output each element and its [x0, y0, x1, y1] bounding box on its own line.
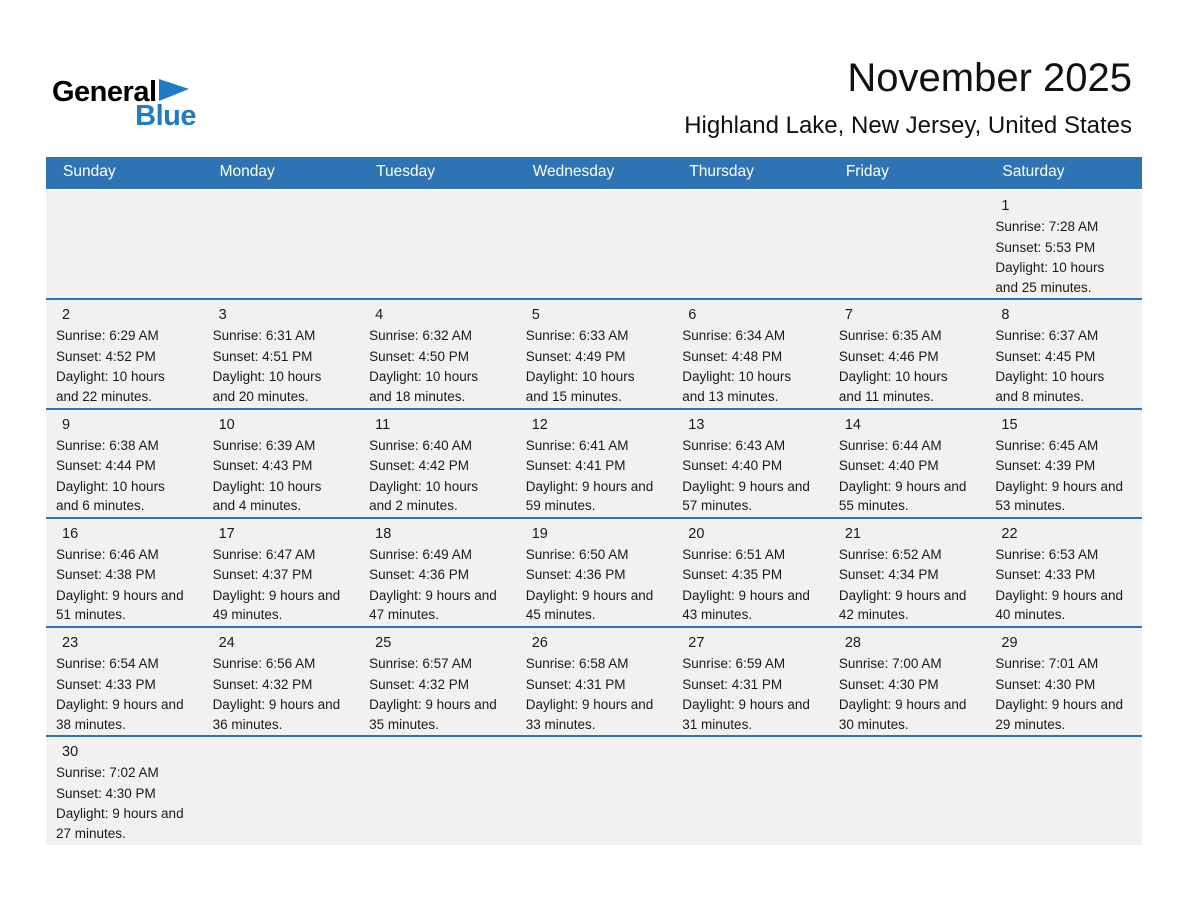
- day-cell: [203, 519, 360, 626]
- sunrise-text: Sunrise: 6:32 AM: [369, 328, 472, 344]
- sunrise-text: Sunrise: 6:31 AM: [212, 328, 316, 344]
- day-cell: [516, 628, 673, 735]
- empty-cell: [672, 737, 829, 844]
- daylight-text: Daylight: 10 hours and 15 minutes.: [525, 369, 635, 404]
- daylight-text: Daylight: 9 hours and 51 minutes.: [56, 587, 184, 623]
- sunset-text: Sunset: 4:33 PM: [56, 676, 156, 692]
- day-cell: [829, 300, 986, 407]
- sunrise-text: Sunrise: 6:35 AM: [838, 328, 942, 344]
- day-cell: [46, 519, 203, 626]
- empty-cell: [359, 737, 516, 844]
- sunset-text: Sunset: 4:30 PM: [838, 676, 939, 692]
- sunrise-text: Sunrise: 6:39 AM: [212, 437, 316, 453]
- week-row: [46, 517, 1142, 626]
- day-cell: [516, 410, 673, 517]
- day-number: 26: [531, 635, 548, 651]
- sunrise-text: Sunrise: 6:46 AM: [56, 546, 159, 562]
- day-number: 3: [218, 307, 227, 324]
- daylight-text: Daylight: 10 hours and 22 minutes.: [56, 369, 165, 404]
- sunrise-text: Sunrise: 6:45 AM: [995, 437, 1099, 453]
- sunset-text: Sunset: 5:53 PM: [995, 239, 1096, 255]
- daylight-text: Daylight: 10 hours and 11 minutes.: [838, 369, 948, 404]
- sunrise-text: Sunrise: 6:59 AM: [682, 656, 786, 671]
- sunset-text: Sunset: 4:36 PM: [525, 567, 626, 583]
- week-row: [46, 298, 1142, 407]
- daylight-text: Daylight: 9 hours and 55 minutes.: [838, 478, 967, 514]
- day-cell: [46, 737, 203, 844]
- daylight-text: Daylight: 9 hours and 59 minutes.: [525, 478, 654, 514]
- sunset-text: Sunset: 4:36 PM: [369, 567, 469, 583]
- daylight-text: Daylight: 9 hours and 29 minutes.: [995, 697, 1123, 732]
- sunrise-text: Sunrise: 6:38 AM: [56, 437, 159, 453]
- sunrise-text: Sunrise: 6:53 AM: [995, 546, 1099, 562]
- day-cell: [985, 410, 1142, 517]
- sunrise-text: Sunrise: 6:58 AM: [525, 656, 629, 671]
- day-number: 23: [62, 635, 79, 651]
- day-number: 8: [1001, 307, 1010, 324]
- week-row: [46, 408, 1142, 517]
- day-cell: [829, 519, 986, 626]
- week-row: [46, 735, 1142, 844]
- page-header: [0, 0, 1188, 157]
- day-number: 1: [1001, 198, 1010, 214]
- month-title: November 2025: [847, 56, 1132, 100]
- day-number: 11: [375, 416, 391, 433]
- day-cell: [203, 628, 360, 735]
- daylight-text: Daylight: 10 hours and 6 minutes.: [56, 478, 165, 514]
- location-subtitle: Highland Lake, New Jersey, United States: [684, 112, 1132, 139]
- sunset-text: Sunset: 4:40 PM: [682, 458, 783, 474]
- day-number: 25: [375, 635, 392, 651]
- day-cell: [46, 628, 203, 735]
- sunset-text: Sunset: 4:32 PM: [212, 676, 313, 692]
- empty-cell: [516, 191, 673, 298]
- sunrise-text: Sunrise: 6:57 AM: [369, 656, 472, 671]
- weekday-header-row: [46, 157, 1142, 189]
- day-cell: [359, 410, 516, 517]
- empty-cell: [203, 737, 360, 844]
- day-number: 6: [688, 307, 697, 324]
- daylight-text: Daylight: 9 hours and 31 minutes.: [682, 697, 810, 732]
- sunrise-text: Sunrise: 6:33 AM: [525, 328, 629, 344]
- day-cell: [359, 519, 516, 626]
- sunset-text: Sunset: 4:48 PM: [682, 348, 783, 364]
- daylight-text: Daylight: 10 hours and 20 minutes.: [212, 369, 322, 404]
- day-number: 30: [62, 744, 79, 761]
- sunrise-text: Sunrise: 6:29 AM: [56, 328, 159, 344]
- day-cell: [829, 410, 986, 517]
- day-cell: [46, 410, 203, 517]
- sunset-text: Sunset: 4:34 PM: [838, 567, 939, 583]
- sunset-text: Sunset: 4:30 PM: [56, 785, 156, 801]
- daylight-text: Daylight: 9 hours and 57 minutes.: [682, 478, 810, 514]
- empty-cell: [203, 191, 360, 298]
- sunset-text: Sunset: 4:30 PM: [995, 676, 1096, 692]
- sunset-text: Sunset: 4:46 PM: [838, 348, 939, 364]
- weekday-thursday: Thursday: [689, 163, 754, 180]
- day-number: 10: [218, 416, 235, 433]
- sunset-text: Sunset: 4:33 PM: [995, 567, 1096, 583]
- sunrise-text: Sunrise: 6:34 AM: [682, 328, 786, 344]
- empty-cell: [46, 191, 203, 298]
- sunset-text: Sunset: 4:43 PM: [212, 458, 313, 474]
- sunrise-text: Sunrise: 6:49 AM: [369, 546, 472, 562]
- sunrise-text: Sunrise: 6:56 AM: [212, 656, 316, 671]
- sunset-text: Sunset: 4:49 PM: [525, 348, 626, 364]
- sunset-text: Sunset: 4:52 PM: [56, 348, 156, 364]
- sunrise-text: Sunrise: 6:37 AM: [995, 328, 1099, 344]
- calendar-body: [46, 191, 1142, 845]
- daylight-text: Daylight: 9 hours and 49 minutes.: [212, 587, 341, 623]
- sunset-text: Sunset: 4:38 PM: [56, 567, 156, 583]
- weekday-saturday: Saturday: [1002, 163, 1065, 180]
- day-cell: [985, 519, 1142, 626]
- day-cell: [203, 410, 360, 517]
- sunset-text: Sunset: 4:39 PM: [995, 458, 1096, 474]
- sunrise-text: Sunrise: 6:47 AM: [212, 546, 316, 562]
- weekday-wednesday: Wednesday: [532, 163, 615, 180]
- sunrise-text: Sunrise: 6:54 AM: [56, 656, 159, 671]
- general-blue-logo: [52, 76, 198, 133]
- sunrise-text: Sunrise: 6:44 AM: [838, 437, 942, 453]
- week-row: [46, 191, 1142, 298]
- weekday-sunday: Sunday: [63, 163, 116, 180]
- day-number: 16: [62, 525, 79, 542]
- daylight-text: Daylight: 10 hours and 25 minutes.: [995, 260, 1105, 295]
- empty-cell: [672, 191, 829, 298]
- day-cell: [829, 628, 986, 735]
- daylight-text: Daylight: 9 hours and 53 minutes.: [995, 478, 1123, 514]
- sunrise-text: Sunrise: 7:02 AM: [56, 765, 159, 781]
- day-number: 14: [844, 416, 861, 433]
- day-number: 18: [375, 525, 392, 542]
- sunset-text: Sunset: 4:37 PM: [212, 567, 313, 583]
- sunset-text: Sunset: 4:45 PM: [995, 348, 1096, 364]
- empty-cell: [829, 191, 986, 298]
- sunrise-text: Sunrise: 6:43 AM: [682, 437, 786, 453]
- sunset-text: Sunset: 4:51 PM: [212, 348, 313, 364]
- weekday-friday: Friday: [845, 163, 889, 180]
- sunrise-text: Sunrise: 7:01 AM: [995, 656, 1099, 671]
- day-cell: [672, 300, 829, 407]
- day-number: 17: [218, 525, 235, 542]
- empty-cell: [359, 191, 516, 298]
- day-cell: [516, 300, 673, 407]
- day-cell: [672, 628, 829, 735]
- day-number: 7: [844, 307, 853, 324]
- day-number: 20: [688, 525, 705, 542]
- day-cell: [203, 300, 360, 407]
- sunrise-text: Sunrise: 7:00 AM: [838, 656, 942, 671]
- day-number: 28: [844, 635, 861, 651]
- daylight-text: Daylight: 9 hours and 36 minutes.: [212, 697, 341, 732]
- sunrise-text: Sunrise: 6:52 AM: [838, 546, 942, 562]
- empty-cell: [516, 737, 673, 844]
- sunrise-text: Sunrise: 6:41 AM: [525, 437, 629, 453]
- daylight-text: Daylight: 9 hours and 45 minutes.: [525, 587, 654, 623]
- day-cell: [46, 300, 203, 407]
- daylight-text: Daylight: 9 hours and 42 minutes.: [838, 587, 967, 623]
- sunset-text: Sunset: 4:44 PM: [56, 458, 156, 474]
- day-cell: [985, 300, 1142, 407]
- day-number: 13: [688, 416, 705, 433]
- week-row: [46, 626, 1142, 735]
- day-number: 24: [218, 635, 235, 651]
- sunset-text: Sunset: 4:31 PM: [682, 676, 783, 692]
- day-cell: [516, 519, 673, 626]
- day-number: 19: [531, 525, 548, 542]
- day-number: 12: [531, 416, 548, 433]
- sunset-text: Sunset: 4:41 PM: [525, 458, 626, 474]
- calendar-table: [46, 157, 1142, 845]
- day-cell: [672, 410, 829, 517]
- daylight-text: Daylight: 9 hours and 33 minutes.: [525, 697, 654, 732]
- daylight-text: Daylight: 10 hours and 13 minutes.: [682, 369, 792, 404]
- logo-text-blue: Blue: [135, 100, 196, 132]
- day-number: 4: [375, 307, 384, 324]
- day-number: 21: [844, 525, 861, 542]
- sunrise-text: Sunrise: 6:40 AM: [369, 437, 472, 453]
- sunset-text: Sunset: 4:35 PM: [682, 567, 783, 583]
- weekday-tuesday: Tuesday: [376, 163, 436, 180]
- daylight-text: Daylight: 9 hours and 35 minutes.: [369, 697, 497, 732]
- daylight-text: Daylight: 9 hours and 47 minutes.: [369, 587, 497, 623]
- daylight-text: Daylight: 10 hours and 18 minutes.: [369, 369, 478, 404]
- title-block: [684, 56, 1132, 140]
- daylight-text: Daylight: 9 hours and 40 minutes.: [995, 587, 1123, 623]
- day-number: 2: [62, 307, 71, 324]
- sunset-text: Sunset: 4:32 PM: [369, 676, 469, 692]
- daylight-text: Daylight: 10 hours and 4 minutes.: [212, 478, 322, 514]
- sunset-text: Sunset: 4:50 PM: [369, 348, 469, 364]
- daylight-text: Daylight: 10 hours and 2 minutes.: [369, 478, 478, 514]
- empty-cell: [985, 737, 1142, 844]
- sunset-text: Sunset: 4:40 PM: [838, 458, 939, 474]
- day-number: 5: [531, 307, 540, 324]
- daylight-text: Daylight: 10 hours and 8 minutes.: [995, 369, 1105, 404]
- day-number: 22: [1001, 525, 1018, 542]
- day-number: 15: [1001, 416, 1018, 433]
- day-cell: [672, 519, 829, 626]
- sunrise-text: Sunrise: 6:50 AM: [525, 546, 629, 562]
- day-cell: [985, 628, 1142, 735]
- daylight-text: Daylight: 9 hours and 27 minutes.: [56, 806, 184, 841]
- daylight-text: Daylight: 9 hours and 38 minutes.: [56, 697, 184, 732]
- logo-text-general: General: [52, 76, 157, 108]
- empty-cell: [829, 737, 986, 844]
- daylight-text: Daylight: 9 hours and 43 minutes.: [682, 587, 810, 623]
- day-number: 9: [62, 416, 71, 433]
- sunset-text: Sunset: 4:42 PM: [369, 458, 469, 474]
- day-cell: [359, 300, 516, 407]
- daylight-text: Daylight: 9 hours and 30 minutes.: [838, 697, 967, 732]
- sunrise-text: Sunrise: 7:28 AM: [995, 219, 1099, 234]
- day-cell: [359, 628, 516, 735]
- day-cell: [985, 191, 1142, 298]
- day-number: 27: [688, 635, 705, 651]
- sunset-text: Sunset: 4:31 PM: [525, 676, 626, 692]
- weekday-monday: Monday: [219, 163, 275, 180]
- sunrise-text: Sunrise: 6:51 AM: [682, 546, 786, 562]
- day-number: 29: [1001, 635, 1018, 651]
